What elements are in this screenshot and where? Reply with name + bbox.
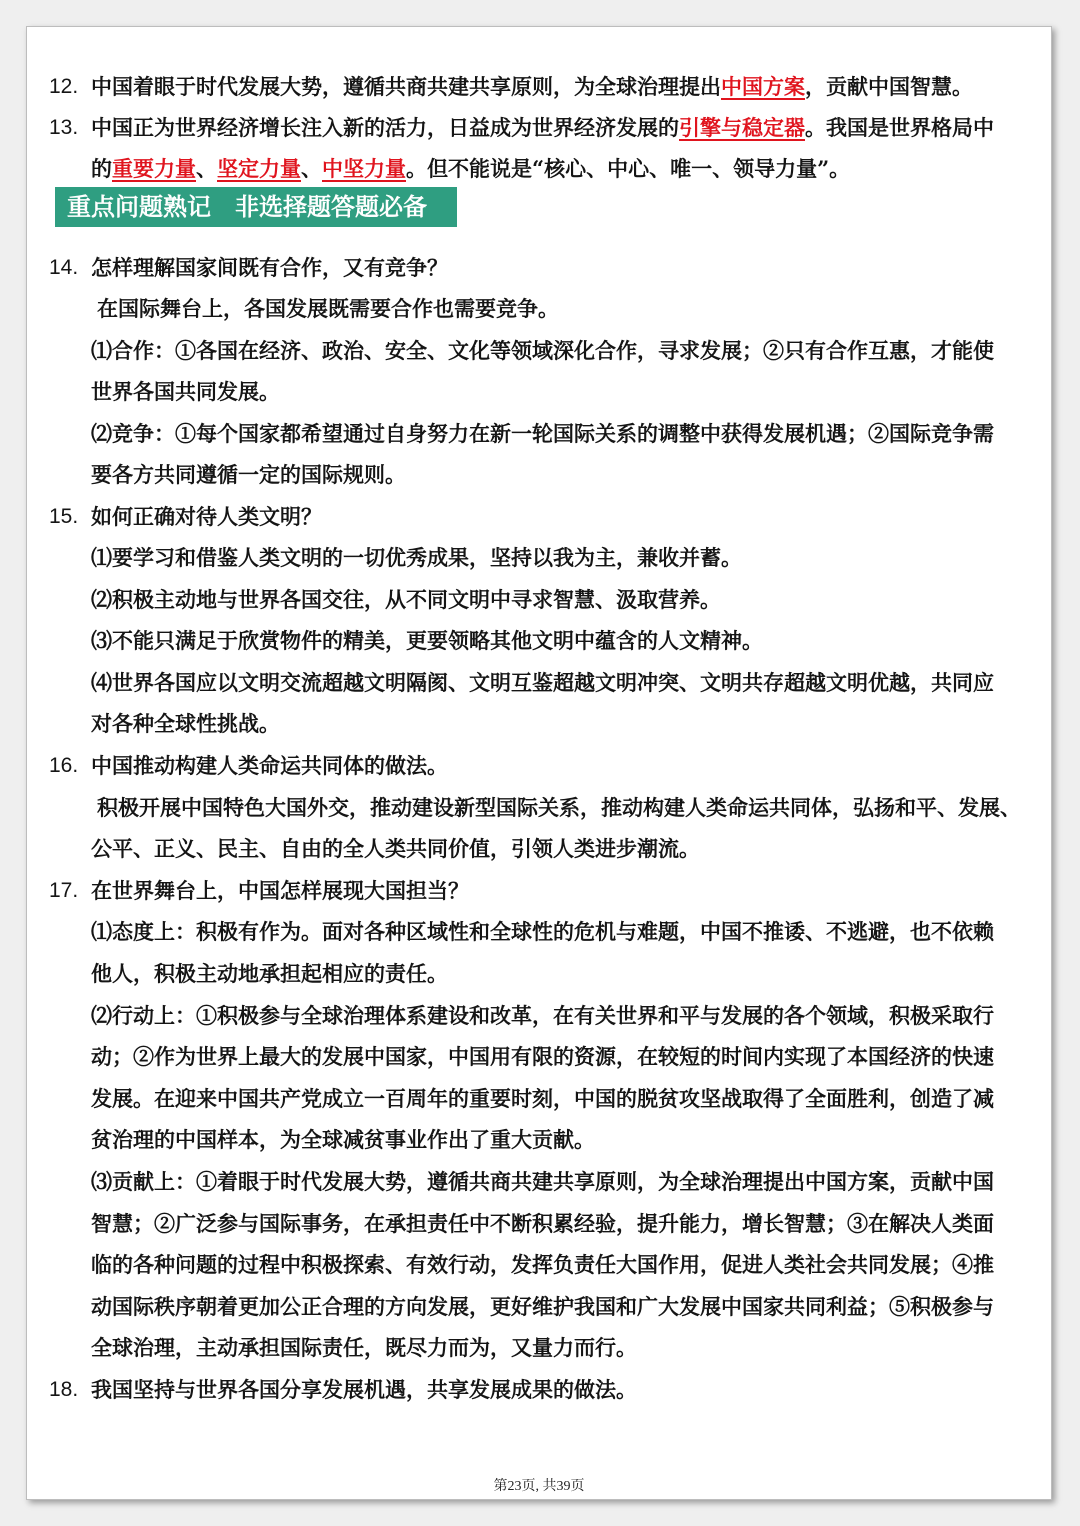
highlight-term: 中国方案 — [721, 74, 805, 99]
highlight-term: 坚定力量 — [217, 156, 301, 181]
item-number: 15. — [49, 505, 79, 528]
question-text: 在世界舞台上，中国怎样展现大国担当？ — [91, 878, 469, 903]
question-text: 怎样理解国家间既有合作，又有竞争？ — [91, 255, 448, 280]
section-banner — [55, 187, 457, 227]
item-number: 17. — [49, 879, 79, 902]
banner-title-right: 非选择题答题必备 — [235, 193, 427, 221]
item-number: 13. — [49, 116, 79, 139]
item-text: 的重要力量、坚定力量、中坚力量。但不能说是“核心、中心、唯一、领导力量”。 — [91, 156, 851, 181]
highlight-term: 中坚力量 — [322, 156, 406, 181]
banner-title-left: 重点问题熟记 — [67, 193, 211, 221]
item-text: 中国正为世界经济增长注入新的活力，日益成为世界经济发展的引擎与稳定器。我国是世界格局中 — [91, 115, 994, 140]
question-text: 我国坚持与世界各国分享发展机遇，共享发展成果的做法。 — [91, 1377, 637, 1402]
item-text: 中国着眼于时代发展大势，遵循共商共建共享原则，为全球治理提出中国方案，贡献中国智慧。 — [91, 74, 973, 99]
page-number: 第23页, 共39页 — [493, 1479, 585, 1494]
item-number: 12. — [49, 75, 79, 98]
question-text: 中国推动构建人类命运共同体的做法。 — [91, 753, 448, 778]
highlight-term: 重要力量 — [112, 156, 196, 181]
question-text: 如何正确对待人类文明？ — [91, 504, 322, 529]
item-number: 14. — [49, 256, 79, 279]
document-page: 12. 中国着眼于时代发展大势，遵循共商共建共享原则，为全球治理提出中国方案，贡献中国智慧。 13. 中国正为世界经济增长注入新的活力，日益成为世界经济发展的引擎与稳定器。我国是世界格局中 的重要力量、坚定力量、中坚力量。但不能说是“核心、中心、唯一、领导力量”。 重点问题熟记 非选择题答题必备 14. 怎样理解国家间既有合作，又有竞争？ 在国际舞台上，各国发展既需要合作也需要竞争。 ⑴合作：①各国在经济、政治、安全、文化等领域深化合作，寻求发展；②只有合作互惠，才能使 世界各国共同发展。 ⑵竞争：①每个国家都希望通过自身努力在新一轮国际关系的调整中获得发展机遇；②国际竞争需 要各方共同遵循一定的国际规则。 15. 如何正确对待人类文明？ ⑴要学习和借鉴人类文明的一切优秀成果，坚持以我为主，兼收并蓄。 ⑵积极主动地与世界各国交往，从不同文明中寻求智慧、汲取营养。 ⑶不能只满足于欣赏物件的精美，更要领略其他文明中蕴含的人文精神。 ⑷世界各国应以文明交流超越文明隔阂、文明互鉴超越文明冲突、文明共存超越文明优越，共同应 对各种全球性挑战。 16. 中国推动构建人类命运共同体的做法。 积极开展中国特色大国外交，推动建设新型国际关系，推动构建人类命运共同体，弘扬和平、发展、 公平、正义、民主、自由的全人类共同价值，引领人类进步潮流。 17. 在世界舞台上，中国怎样展现大国担当？ ⑴态度上：积极有作为。面对各种区域性和全球性的危机与难题，中国不推诿、不逃避，也不依赖 他人，积极主动地承担起相应的责任。 ⑵行动上：①积极参与全球治理体系建设和改革，在有关世界和平与发展的各个领域，积极采取行 动；②作为世界上最大的发展中国家，中国用有限的资源，在较短的时间内实现了本国经济的快速 发展。在迎来中国共产党成立一百周年的重要时刻，中国的脱贫攻坚战取得了全面胜利，创造了减 贫治理的中国样本，为全球减贫事业作出了重大贡献。 ⑶贡献上：①着眼于时代发展大势，遵循共商共建共享原则，为全球治理提出中国方案，贡献中国 智慧；②广泛参与国际事务，在承担责任中不断积累经验，提升能力，增长智慧；③在解决人类面 临的各种问题的过程中积极探索、有效行动，发挥负责任大国作用，促进人类社会共同发展；④推 动国际秩序朝着更加公正合理的方向发展，更好维护我国和广大发展中国家共同利益；⑤积极参与 全球治理，主动承担国际责任，既尽力而为，又量力而行。 18. 我国坚持与世界各国分享发展机遇，共享发展成果的做法。 第23页, 共39页 — [26, 26, 1052, 1500]
highlight-term: 引擎与稳定器 — [679, 115, 805, 140]
item-number: 18. — [49, 1378, 79, 1401]
item-number: 16. — [49, 754, 79, 777]
